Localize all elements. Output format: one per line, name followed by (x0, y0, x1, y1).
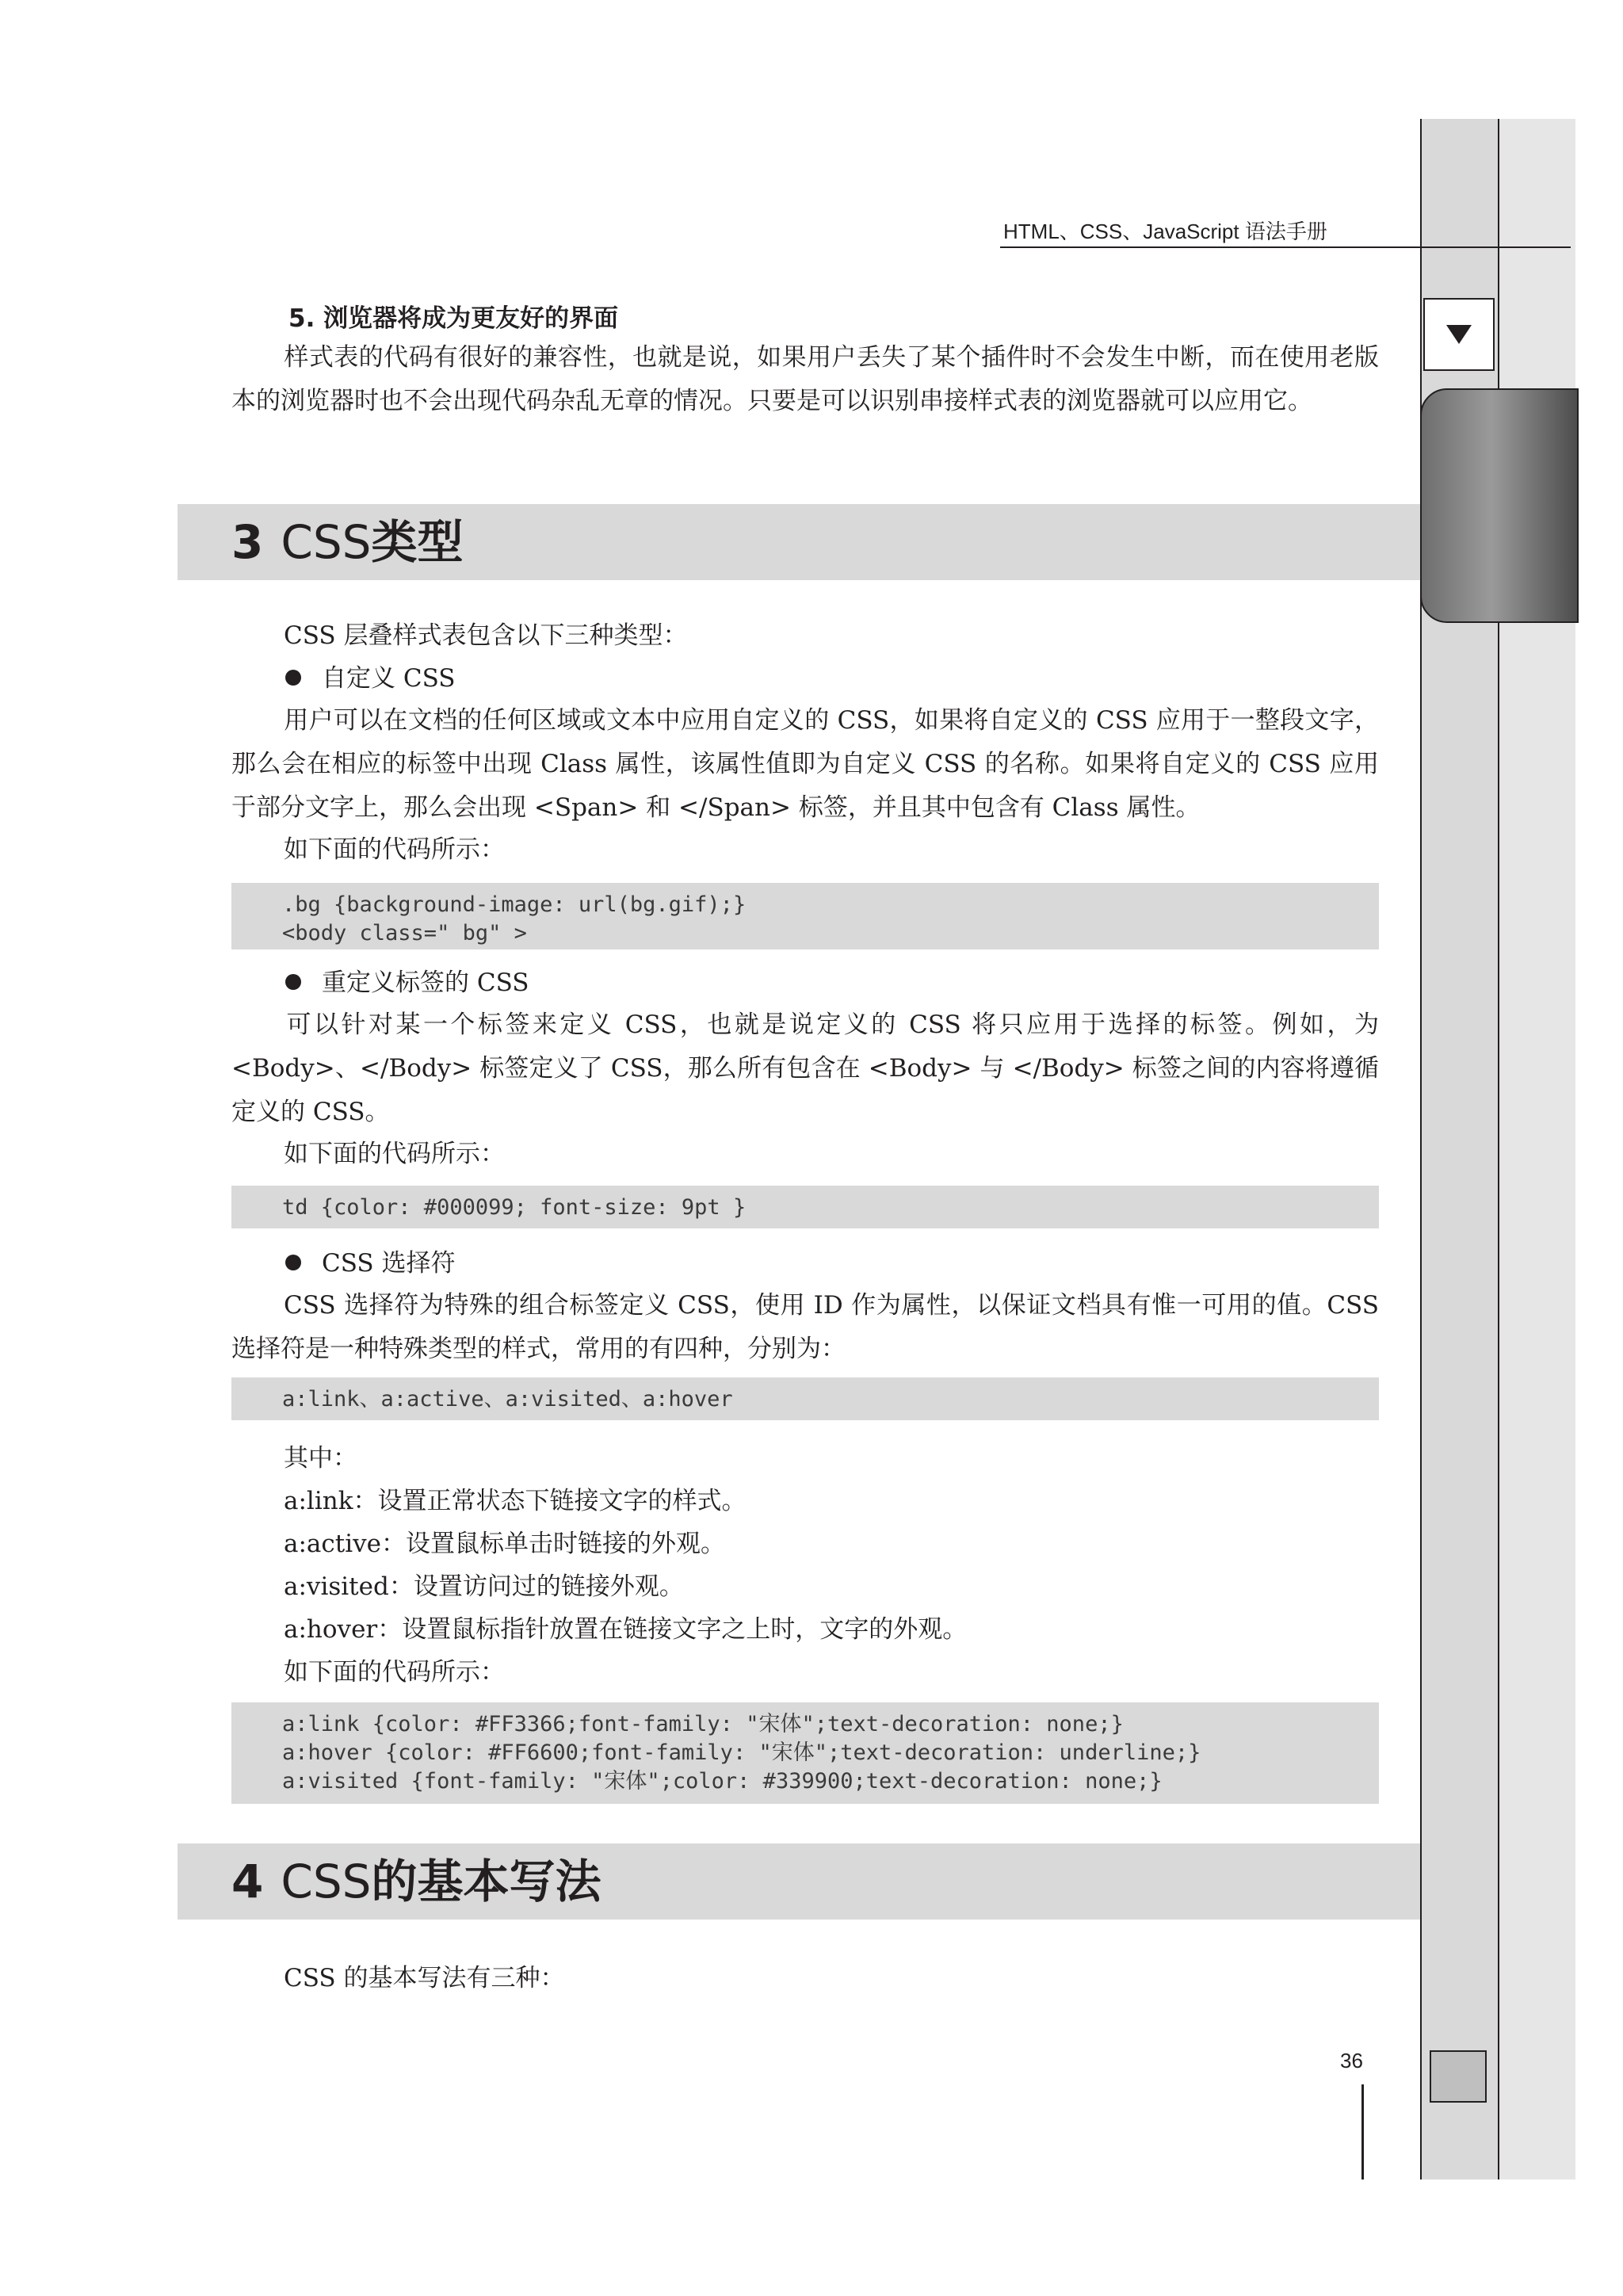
side-page-box (1430, 2050, 1487, 2103)
bullet-redefine-tag-css: 重定义标签的 CSS (285, 962, 529, 998)
bullet-dot-icon (285, 974, 301, 990)
intro-paragraph: 样式表的代码有很好的兼容性，也就是说，如果用户丢失了某个插件时不会发生中断，而在使用老版本的浏览器时也不会出现代码杂乱无章的情况。只要是可以识别串接样式表的浏览器就可以应用它。 (231, 343, 1379, 415)
triangle-down-icon (1446, 325, 1472, 344)
explain-link: a:link：设置正常状态下链接文字的样式。 (284, 1487, 747, 1515)
page-number: 36 (1340, 2049, 1363, 2073)
explain-active: a:active：设置鼠标单击时链接的外观。 (284, 1530, 725, 1558)
explain-visited: a:visited：设置访问过的链接外观。 (284, 1572, 684, 1601)
css-selector-paragraph: CSS 选择符为特殊的组合标签定义 CSS，使用 ID 作为属性，以保证文档具有惟一可用的值。CSS 选择符是一种特殊类型的样式，常用的有四种，分别为： (231, 1291, 1379, 1363)
bullet-dot-icon (285, 670, 301, 686)
redefine-tag-paragraph: 可以针对某一个标签来定义 CSS，也就是说定义的 CSS 将只应用于选择的标签。例如，为 <Body>、</Body> 标签定义了 CSS，那么所有包含在 <Body> 与 </Body> 标签之间的内容将遵循定义的 CSS。 (231, 1010, 1379, 1126)
bullet-custom-css: 自定义 CSS (285, 658, 456, 693)
code-intro-2: 如下面的代码所示： (284, 1140, 505, 1168)
custom-css-paragraph: 用户可以在文档的任何区域或文本中应用自定义的 CSS，如果将自定义的 CSS 应用于一整段文字，那么会在相应的标签中出现 Class 属性，该属性值即为自定义 CSS 的名称。如果将自定义的 CSS 应用于部分文字上，那么会出现 <Span> 和 </Span> 标签，并且其中包含有 Class 属性。 (231, 706, 1379, 822)
section-4-lead: CSS 的基本写法有三种： (284, 1964, 565, 1992)
running-header: HTML、CSS、JavaScript 语法手册 (1003, 220, 1327, 243)
side-arrow-box (1423, 298, 1495, 371)
page-number-rule (1361, 2084, 1364, 2179)
code-block-3: a:link、a:active、a:visited、a:hover (231, 1377, 1379, 1420)
subheading-browser-interface: 5. 浏览器将成为更友好的界面 (288, 304, 619, 333)
code-block-2: td {color: #000099; font-size: 9pt } (231, 1186, 1379, 1228)
bullet-dot-icon (285, 1255, 301, 1270)
chapter-thumb-tab (1420, 388, 1579, 623)
explain-heading: 其中： (284, 1444, 357, 1473)
code-intro-1: 如下面的代码所示： (284, 835, 505, 864)
section-3-title: 3 CSS类型 (231, 515, 464, 569)
section-3-lead: CSS 层叠样式表包含以下三种类型： (284, 621, 688, 650)
bullet-css-selector: CSS 选择符 (285, 1243, 456, 1278)
code-block-1: .bg {background-image: url(bg.gif);} <body class=" bg" > (231, 883, 1379, 949)
code-block-final: a:link {color: #FF3366;font-family: "宋体";text-decoration: none;} a:hover {color: #FF6600;font-family: "宋体";text-decoration: underline;} a:visited {font-family: "宋体";color: #339900;text-decoration: none;} (231, 1702, 1379, 1804)
code-intro-final: 如下面的代码所示： (284, 1658, 505, 1687)
section-4-title: 4 CSS的基本写法 (231, 1855, 601, 1908)
header-rule (1000, 246, 1571, 248)
explain-hover: a:hover：设置鼠标指针放置在链接文字之上时，文字的外观。 (284, 1615, 968, 1644)
